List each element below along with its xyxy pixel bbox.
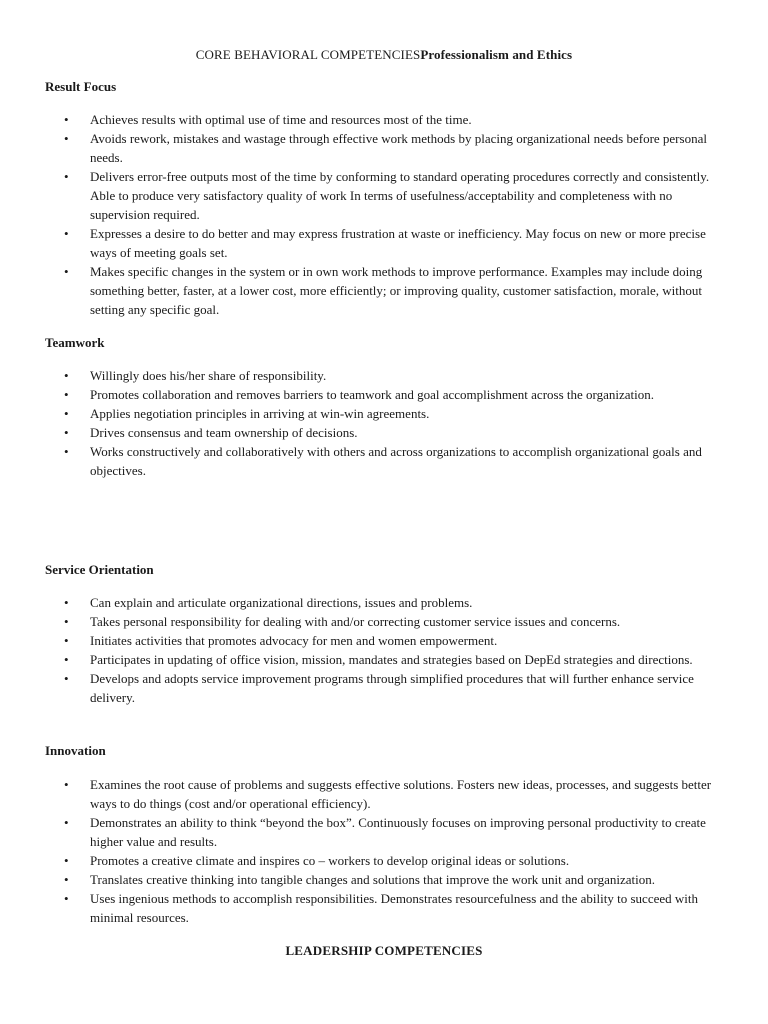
bullet-icon: •: [64, 595, 69, 610]
list-item: [0, 650, 768, 669]
list-item: [0, 224, 768, 262]
list-item-text: Examines the root cause of problems and suggests effective solutions. Fosters new ideas, processes, and suggests better ways to do things (cost and/or operational efficiency).: [90, 777, 712, 811]
list-item: [0, 404, 768, 423]
list-item: [0, 442, 768, 480]
bullet-icon: •: [64, 169, 69, 184]
bullet-icon: •: [64, 264, 69, 279]
document-title-part1: CORE BEHAVIORAL COMPETENCIES: [195, 47, 421, 62]
bullet-icon: •: [64, 131, 69, 146]
list-item-text: Promotes a creative climate and inspires co – workers to develop original ideas or solutions.: [90, 853, 570, 868]
list-item: [0, 851, 768, 870]
list-item: [0, 813, 768, 851]
bullet-icon: •: [64, 872, 69, 887]
list-item-text: Participates in updating of office vision, mission, mandates and strategies based on DepEd strategies and directions.: [90, 652, 693, 667]
list-item: [0, 262, 768, 319]
section-heading: Result Focus: [45, 79, 117, 94]
bullet-icon: •: [64, 444, 69, 459]
document-title: [0, 46, 768, 64]
list-item: [0, 593, 768, 612]
list-item-text: Initiates activities that promotes advocacy for men and women empowerment.: [90, 633, 498, 648]
list-item-text: Translates creative thinking into tangible changes and solutions that improve the work unit and organization.: [90, 872, 656, 887]
document-title-part2: Professionalism and Ethics: [420, 47, 573, 62]
section-heading: Innovation: [45, 743, 106, 758]
bullet-icon: •: [64, 671, 69, 686]
section-heading: Service Orientation: [45, 562, 154, 577]
bullet-icon: •: [64, 368, 69, 383]
list-item: [0, 889, 768, 927]
bullet-icon: •: [64, 406, 69, 421]
list-item: [0, 631, 768, 650]
list-item-text: Avoids rework, mistakes and wastage through effective work methods by placing organizational needs before personal needs.: [90, 131, 707, 165]
list-item-text: Makes specific changes in the system or in own work methods to improve performance. Examples may include doing something better, faster, at a lower cost, more efficiently; or improving quality, customer satisfaction, morale, without setting any specific goal.: [90, 264, 703, 317]
section-heading: Teamwork: [45, 335, 105, 350]
bullet-list: [0, 593, 768, 707]
bullet-icon: •: [64, 777, 69, 792]
list-item: [0, 167, 768, 224]
list-item-text: Works constructively and collaboratively with others and across organizations to accomplish organizational goals and objectives.: [90, 444, 702, 478]
list-item-text: Achieves results with optimal use of time and resources most of the time.: [90, 112, 472, 127]
bullet-list: [0, 775, 768, 927]
list-item: [0, 110, 768, 129]
list-item-text: Expresses a desire to do better and may express frustration at waste or inefficiency. May focus on new or more precise ways of meeting goals set.: [90, 226, 706, 260]
bullet-icon: •: [64, 815, 69, 830]
list-item: [0, 385, 768, 404]
bullet-icon: •: [64, 891, 69, 906]
bullet-list: [0, 366, 768, 480]
list-item-text: Drives consensus and team ownership of decisions.: [90, 425, 358, 440]
list-item: [0, 612, 768, 631]
bullet-icon: •: [64, 112, 69, 127]
bullet-icon: •: [64, 226, 69, 241]
bullet-icon: •: [64, 425, 69, 440]
list-item-text: Develops and adopts service improvement programs through simplified procedures that will further enhance service delivery.: [90, 671, 694, 705]
list-item-text: Demonstrates an ability to think “beyond the box”. Continuously focuses on improving personal productivity to create higher value and results.: [90, 815, 706, 849]
bullet-icon: •: [64, 387, 69, 402]
list-item: [0, 129, 768, 167]
list-item: [0, 366, 768, 385]
list-item-text: Delivers error-free outputs most of the time by conforming to standard operating procedures correctly and consistently. Able to produce very satisfactory quality of work In terms of usefulness/acceptability and completeness with no supervision required.: [90, 169, 710, 222]
bullet-icon: •: [64, 652, 69, 667]
list-item-text: Applies negotiation principles in arriving at win-win agreements.: [90, 406, 430, 421]
leadership-competencies-title: LEADERSHIP COMPETENCIES: [285, 943, 483, 958]
list-item-text: Willingly does his/her share of responsibility.: [90, 368, 327, 383]
bullet-list: [0, 110, 768, 319]
list-item-text: Promotes collaboration and removes barriers to teamwork and goal accomplishment across the organization.: [90, 387, 655, 402]
list-item-text: Takes personal responsibility for dealing with and/or correcting customer service issues and concerns.: [90, 614, 621, 629]
list-item: [0, 775, 768, 813]
bullet-icon: •: [64, 614, 69, 629]
list-item-text: Can explain and articulate organizational directions, issues and problems.: [90, 595, 473, 610]
list-item: [0, 870, 768, 889]
list-item: [0, 669, 768, 707]
bullet-icon: •: [64, 633, 69, 648]
bullet-icon: •: [64, 853, 69, 868]
list-item-text: Uses ingenious methods to accomplish responsibilities. Demonstrates resourcefulness and the ability to succeed with minimal resources.: [90, 891, 698, 925]
list-item: [0, 423, 768, 442]
